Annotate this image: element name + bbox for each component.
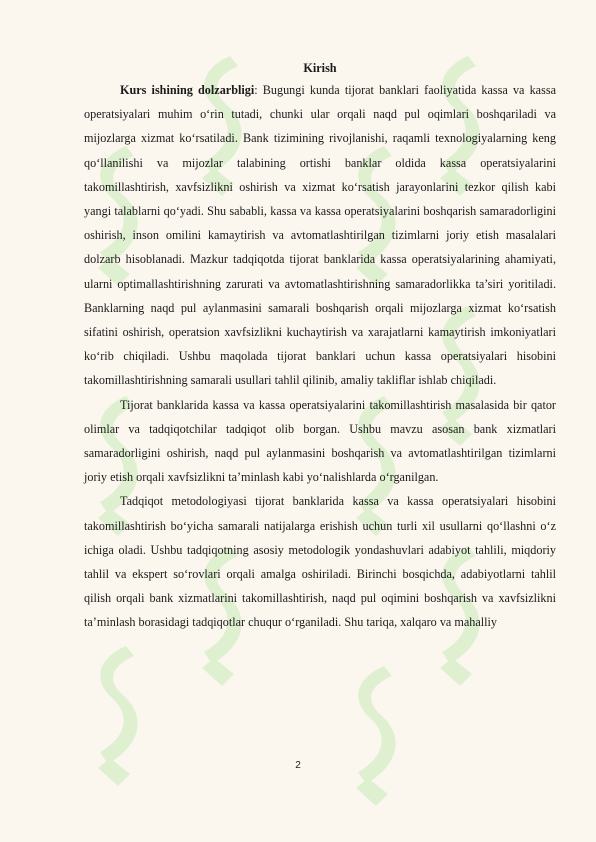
watermark-logo-icon (336, 660, 406, 810)
paragraph-text: : Bugungi kunda tijorat banklari faoliyatida kassa va kassa operatsiyalari muhim o‘rin tutadi, chunki ular orqali naqd pul oqimlari boshqariladi va mijozlarga xizmat ko‘rsatiladi. Bank tizimining rivojlanishi, raqamli texnologiyalarning keng qo‘llanilishi va mijozlar talabining ortishi banklar oldida kassa operatsiyalarini takomillashtirish, xavfsizlikni oshirish va xizmat ko‘rsatish jarayonlarini tezkor qilish kabi yangi talablarni qo‘yadi. Shu sababli, kassa va kassa operatsiyalarini boshqarish samaradorligini oshirish, inson omilini kamaytirish va avtomatlashtirilgan tizimlarni joriy etish masalalari dolzarb hisoblanadi. Mazkur tadqiqotda tijorat banklarida kassa operatsiyalarining ahamiyati, ularni optimallashtirishning zarurati va avtomatlashtirishning samaradorlikka ta’siri yoritiladi. Banklarning naqd pul aylanmasini samarali boshqarish orqali mijozlarga xizmat ko‘rsatish sifatini oshirish, operatsion xavfsizlikni kuchaytirish va xarajatlarni kamaytirish imkoniyatlari ko‘rib chiqiladi. Ushbu maqolada tijorat banklari uchun kassa operatsiyalari hisobini takomillashtirishning samarali usullari tahlil qilinib, amaliy takliflar ishlab chiqiladi. (84, 83, 556, 388)
document-body (84, 56, 556, 635)
paragraph-text: Tadqiqot metodologiyasi tijorat banklarida kassa va kassa operatsiyalari hisobini takomillashtirish bo‘yicha samarali natijalarga erishish uchun turli xil usullarni qo‘llashni o‘z ichiga oladi. Ushbu tadqiqotning asosiy metodologik yondashuvlari adabiyot tahlili, miqdoriy tahlil va ekspert so‘rovlari orqali amalga oshiriladi. Birinchi bosqichda, adabiyotlarni tahlil qilish orqali bank xizmatlarini takomillashtirish, naqd pul oqimini boshqarish va xavfsizlikni ta’minlash borasidagi tadqiqotlar chuqur o‘rganiladi. Shu tariqa, xalqaro va mahalliy (84, 494, 556, 630)
paragraph-literature (84, 393, 556, 490)
paragraph-lead: Kurs ishining dolzarbligi (120, 83, 255, 97)
paragraph-relevance (84, 78, 556, 393)
page-number: 2 (295, 760, 301, 771)
paragraph-text: Tijorat banklarida kassa va kassa operatsiyalarini takomillashtirish masalasida bir qator olimlar va tadqiqotchilar tadqiqot olib borgan. Ushbu mavzu asosan bank xizmatlari samaradorligini oshirish, naqd pul aylanmasini boshqarish va avtomatlashtirilgan tizimlarni joriy etish orqali xavfsizlikni ta’minlash kabi yo‘nalishlarda o‘rganilgan. (84, 397, 556, 485)
section-heading: Kirish (303, 61, 337, 75)
paragraph-methodology (84, 489, 556, 634)
